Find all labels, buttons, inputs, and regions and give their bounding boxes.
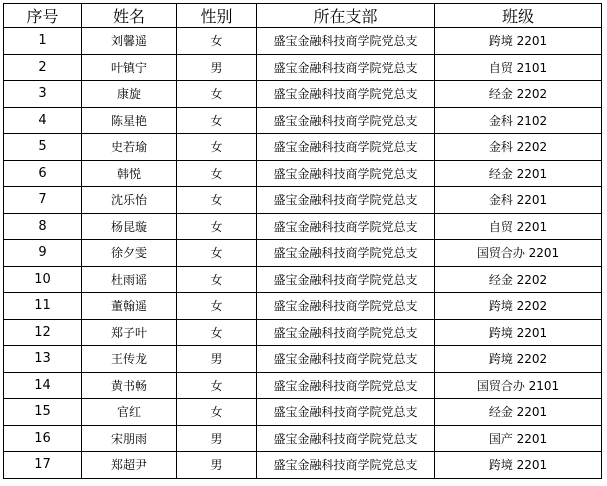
cell-class: 跨境 2201	[435, 319, 602, 346]
cell-branch: 盛宝金融科技商学院党总支	[257, 293, 435, 320]
cell-gender: 女	[177, 134, 257, 161]
table-row	[4, 28, 602, 55]
cell-name: 杨昆璇	[82, 213, 177, 240]
cell-name: 杜雨谣	[82, 266, 177, 293]
table-row	[4, 266, 602, 293]
cell-branch: 盛宝金融科技商学院党总支	[257, 425, 435, 452]
cell-gender: 女	[177, 160, 257, 187]
cell-class: 经金 2202	[435, 81, 602, 108]
cell-branch: 盛宝金融科技商学院党总支	[257, 319, 435, 346]
header-gender: 性别	[177, 4, 257, 28]
cell-index: 14	[4, 372, 82, 399]
cell-gender: 女	[177, 107, 257, 134]
cell-name: 郑超尹	[82, 452, 177, 479]
cell-gender: 女	[177, 213, 257, 240]
table-header-row	[4, 4, 602, 28]
cell-index: 17	[4, 452, 82, 479]
cell-class: 跨境 2202	[435, 293, 602, 320]
cell-branch: 盛宝金融科技商学院党总支	[257, 213, 435, 240]
table-row	[4, 346, 602, 373]
cell-branch: 盛宝金融科技商学院党总支	[257, 399, 435, 426]
header-name: 姓名	[82, 4, 177, 28]
cell-index: 6	[4, 160, 82, 187]
cell-name: 郑子叶	[82, 319, 177, 346]
cell-branch: 盛宝金融科技商学院党总支	[257, 107, 435, 134]
cell-name: 叶镇宁	[82, 54, 177, 81]
cell-class: 金科 2201	[435, 187, 602, 214]
header-index: 序号	[4, 4, 82, 28]
cell-class: 跨境 2201	[435, 28, 602, 55]
cell-gender: 女	[177, 187, 257, 214]
header-branch: 所在支部	[257, 4, 435, 28]
cell-index: 9	[4, 240, 82, 267]
cell-class: 自贸 2201	[435, 213, 602, 240]
cell-index: 4	[4, 107, 82, 134]
cell-gender: 女	[177, 319, 257, 346]
cell-gender: 女	[177, 28, 257, 55]
cell-class: 国贸合办 2101	[435, 372, 602, 399]
cell-index: 7	[4, 187, 82, 214]
table-row	[4, 213, 602, 240]
cell-name: 宋朋雨	[82, 425, 177, 452]
cell-gender: 女	[177, 266, 257, 293]
table-row	[4, 54, 602, 81]
cell-branch: 盛宝金融科技商学院党总支	[257, 134, 435, 161]
cell-branch: 盛宝金融科技商学院党总支	[257, 346, 435, 373]
cell-name: 官红	[82, 399, 177, 426]
cell-branch: 盛宝金融科技商学院党总支	[257, 240, 435, 267]
cell-name: 韩悦	[82, 160, 177, 187]
member-table-container	[3, 3, 602, 479]
table-row	[4, 240, 602, 267]
cell-class: 经金 2201	[435, 399, 602, 426]
member-table	[3, 3, 602, 479]
cell-index: 2	[4, 54, 82, 81]
cell-index: 8	[4, 213, 82, 240]
header-class: 班级	[435, 4, 602, 28]
cell-index: 16	[4, 425, 82, 452]
cell-name: 沈乐怡	[82, 187, 177, 214]
cell-name: 刘馨遥	[82, 28, 177, 55]
table-row	[4, 107, 602, 134]
cell-name: 康旋	[82, 81, 177, 108]
cell-gender: 女	[177, 81, 257, 108]
cell-index: 15	[4, 399, 82, 426]
cell-class: 经金 2202	[435, 266, 602, 293]
cell-branch: 盛宝金融科技商学院党总支	[257, 81, 435, 108]
cell-class: 国贸合办 2201	[435, 240, 602, 267]
cell-name: 董翰遥	[82, 293, 177, 320]
cell-gender: 男	[177, 452, 257, 479]
cell-gender: 男	[177, 346, 257, 373]
cell-class: 自贸 2101	[435, 54, 602, 81]
cell-class: 国产 2201	[435, 425, 602, 452]
cell-gender: 男	[177, 54, 257, 81]
cell-class: 金科 2202	[435, 134, 602, 161]
table-body	[4, 28, 602, 479]
cell-name: 徐夕雯	[82, 240, 177, 267]
cell-gender: 男	[177, 425, 257, 452]
table-row	[4, 187, 602, 214]
cell-index: 3	[4, 81, 82, 108]
cell-name: 陈星艳	[82, 107, 177, 134]
cell-index: 1	[4, 28, 82, 55]
cell-branch: 盛宝金融科技商学院党总支	[257, 452, 435, 479]
table-row	[4, 134, 602, 161]
cell-index: 5	[4, 134, 82, 161]
cell-index: 13	[4, 346, 82, 373]
table-row	[4, 160, 602, 187]
cell-name: 黄书畅	[82, 372, 177, 399]
cell-branch: 盛宝金融科技商学院党总支	[257, 28, 435, 55]
cell-index: 11	[4, 293, 82, 320]
table-row	[4, 319, 602, 346]
cell-class: 金科 2102	[435, 107, 602, 134]
cell-gender: 女	[177, 399, 257, 426]
table-row	[4, 293, 602, 320]
cell-gender: 女	[177, 372, 257, 399]
cell-branch: 盛宝金融科技商学院党总支	[257, 160, 435, 187]
cell-index: 12	[4, 319, 82, 346]
table-row	[4, 425, 602, 452]
table-row	[4, 372, 602, 399]
cell-class: 跨境 2201	[435, 452, 602, 479]
cell-branch: 盛宝金融科技商学院党总支	[257, 372, 435, 399]
cell-index: 10	[4, 266, 82, 293]
cell-name: 王传龙	[82, 346, 177, 373]
cell-class: 经金 2201	[435, 160, 602, 187]
table-row	[4, 81, 602, 108]
table-row	[4, 399, 602, 426]
cell-branch: 盛宝金融科技商学院党总支	[257, 187, 435, 214]
cell-gender: 女	[177, 240, 257, 267]
cell-name: 史若瑜	[82, 134, 177, 161]
cell-branch: 盛宝金融科技商学院党总支	[257, 266, 435, 293]
cell-gender: 女	[177, 293, 257, 320]
cell-branch: 盛宝金融科技商学院党总支	[257, 54, 435, 81]
cell-class: 跨境 2202	[435, 346, 602, 373]
table-row	[4, 452, 602, 479]
